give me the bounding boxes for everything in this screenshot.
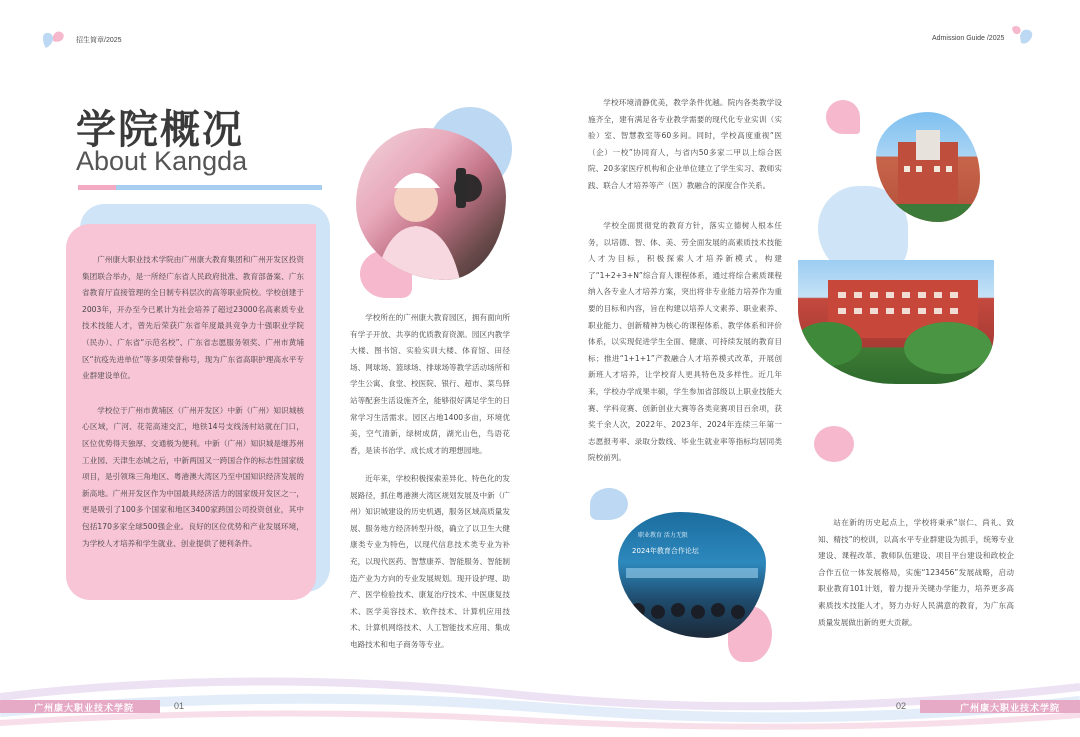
- page-number-right: 02: [896, 701, 907, 711]
- page-title: 学院概况: [76, 107, 244, 153]
- title-underline: [78, 185, 116, 190]
- col1-paragraph-2: 学校位于广州市黄埔区（广州开发区）中新（广州）知识城核心区域，广河、花莞高速交汇，地铁14号支线汤村站就在门口，区位优势得天独厚、交通极为便利。中新（广州）知识城是继苏州工业园、天津生态城之后，中新两国又一跨国合作的标志性国家级项目，是引领珠三角地区、粤港澳大湾区乃至中国知识经济发展的新高地。广州开发区作为中国最具经济活力的国家级开发区之一，更是吸引了100多个国家和地区3400家跨国公司投资创业，其中包括170多家全球500强企业。良好的区位优势和产业发展环境，为学校人才培养和学生就业、创业提供了便利条件。: [82, 405, 304, 548]
- footer-school-right: 广州康大职业技术学院: [960, 704, 1061, 714]
- campus-building-photo-bottom: [798, 260, 994, 384]
- forum-event-photo: [618, 512, 766, 638]
- col3-paragraph-1: 学校环境清静优美，教学条件优越。院内各类教学设施齐全，建有满足各专业教学需要的现代化专业实训（实验）室、智慧教室等60多间。同时，学校高度重视“医（企）一校”协同育人，与省内50多家二甲以上综合医院、20多家医疗机构和企业单位建立了学生实习、教师实践、联合人才培养等产（医）教融合的深度合作关系。: [588, 98, 782, 190]
- title-underline-blue: [116, 185, 322, 190]
- col1-text: [82, 252, 304, 552]
- col1-paragraph-1: 广州康大职业技术学院由广州康大教育集团和广州开发区投资集团联合举办，是一所经广东省人民政府批准、教育部备案、广东省教育厅直接管理的全日制专科层次的高等职业院校。学校创建于2003年，开办至今已累计为社会培养了超过23000名高素质专业技术技能人才，曾先后荣获广东省年度最具竞争力十强职业学院（民办）、广东省“示范名校”、广东省志愿服务领奖、广州市黄埔区“抗疫先进单位”等多项荣誉称号，现为广东省高职护理高水平专业群建设单位。: [82, 255, 304, 381]
- col3-paragraph-2: 学校全面贯彻党的教育方针，落实立德树人根本任务，以培德、智、体、美、劳全面发展的高素质技术技能人才为目标，积极探索人才培养新模式，构建了“1+2+3+N”综合育人课程体系，通过将综合素质课程纳入各专业人才培养方案，突出将非专业能力培养作为重要的目标和内容，旨在构建以培养人文素养、职业素养、职业能力、创新精神为核心的课程体系、教学体系和评价体系，以实现促进学生全面、健康、可持续发展的教育目标；推进“1+1+1”产教融合人才培养模式改革，开展创新班人才培养，让学校育人更具特色及多样性。近几年来，学校办学成果丰硕，学生参加省部级以上职业技能大赛、学科竞赛、创新创业大赛等各类竞赛项目百余项，获奖千余人次，2022年、2023年、2024年连续三年第一志愿报考率、录取分数线、毕业生就业率等指标均居同类院校前列。: [588, 221, 782, 463]
- header-left-text: 招生简章/2025: [76, 37, 122, 44]
- page-subtitle: About Kangda: [76, 146, 248, 176]
- footer-school-left: 广州康大职业技术学院: [34, 704, 135, 714]
- header-right-text: Admission Guide /2025: [932, 35, 1005, 42]
- col2-paragraph-1: 学校所在的广州康大教育园区，拥有面向所有学子开放、共享的优质教育资源。园区内教学大楼、图书馆、实验实训大楼、体育馆、田径场、网球场、篮球场、排球场等教学活动场所和学生公寓、食堂、校医院、银行、超市、菜鸟驿站等配套生活设施齐全，能够很好满足学生的日常学习生活需求。园区占地1400多亩，环境优美，空气清新，绿树成荫，湖光山色，鸟语花香，是读书治学、成长成才的理想园地。: [350, 313, 510, 455]
- col2-paragraph-2: 近年来，学校积极探索差异化、特色化的发展路径，抓住粤港澳大湾区规划发展及中新（广州）知识城建设的历史机遇，服务区域高质量发展、服务地方经济转型升级，确立了以卫生大健康类专业为特色，以现代信息技术类专业为补充，以现代医药、智慧康养、智能服务、智能制造产业为方向的专业发展规划。现开设护理、助产、医学检验技术、康复治疗技术、中医康复技术、医学美容技术、软件技术、计算机应用技术、计算机网络技术、人工智能技术应用、集成电路技术和电子商务等专业。: [350, 474, 510, 649]
- event-banner-line2: 2024年教育合作论坛: [632, 547, 699, 555]
- bottom-wave-decoration: [0, 657, 1080, 737]
- decor-blob-pink-4: [814, 426, 854, 462]
- col4-paragraph-1: 站在新的历史起点上，学校将秉承“崇仁、尚礼、致知、精技”的校训，以高水平专业群建设为抓手，统筹专业建设、课程改革、教师队伍建设、项目平台建设和政校企合作五位一体发展格局，实施“123456”发展战略，启动职业教育101计划，着力提升关键办学能力，培养更多高素质技术技能人才，努力办好人民满意的教育，为广东高质量发展做出新的更大贡献。: [818, 518, 1014, 627]
- header-heart-icon-right: [1008, 24, 1038, 48]
- decor-blob-pink-3: [826, 100, 860, 134]
- header-heart-icon-left: [40, 30, 70, 52]
- page-number-left: 01: [174, 701, 185, 711]
- event-banner-line1: 职业教育 活力无限: [638, 532, 688, 539]
